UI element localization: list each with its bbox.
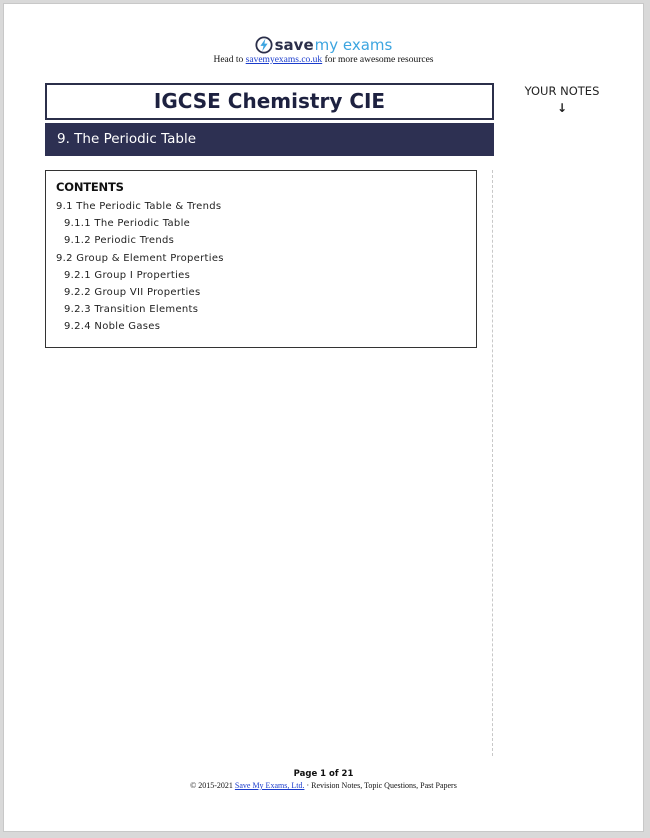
toc-item[interactable]: 9.2 Group & Element Properties [56,252,224,264]
savemyexams-link[interactable]: savemyexams.co.uk [245,55,323,65]
save-my-exams-link[interactable]: Save My Exams, Ltd. [234,781,305,790]
arrow-down-icon: ↓ [556,101,568,115]
resources-headline [4,55,643,65]
document-title: IGCSE Chemistry CIE [45,83,494,120]
notes-divider [492,170,493,756]
toc-item[interactable]: 9.1.1 The Periodic Table [64,218,191,230]
toc-item[interactable]: 9.1 The Periodic Table & Trends [56,201,222,212]
topic-title-bar: 9. The Periodic Table [45,123,494,156]
toc-item[interactable]: 9.1.2 Periodic Trends [64,235,175,247]
toc-item[interactable]: 9.2.4 Noble Gases [64,321,161,333]
toc-item[interactable]: 9.2.1 Group I Properties [64,269,191,281]
logo-text-save: save [274,35,314,54]
toc-item[interactable]: 9.2.3 Transition Elements [64,304,199,316]
logo-text-rest: my exams [314,35,393,54]
toc-item[interactable]: 9.2.2 Group VII Properties [64,286,201,298]
copyright-prefix: © 2015-2021 [190,781,235,790]
headline-prefix: Head to [213,55,246,65]
contents-box [45,170,477,348]
headline-suffix: for more awesome resources [322,55,434,65]
document-page [3,3,644,832]
your-notes-label: YOUR NOTES [524,84,600,98]
contents-heading: CONTENTS [56,180,124,194]
lightning-bolt-icon [255,36,273,54]
copyright-suffix: · Revision Notes, Topic Questions, Past Papers [304,781,457,790]
copyright-line [4,781,643,790]
page-number: Page 1 of 21 [293,769,354,779]
